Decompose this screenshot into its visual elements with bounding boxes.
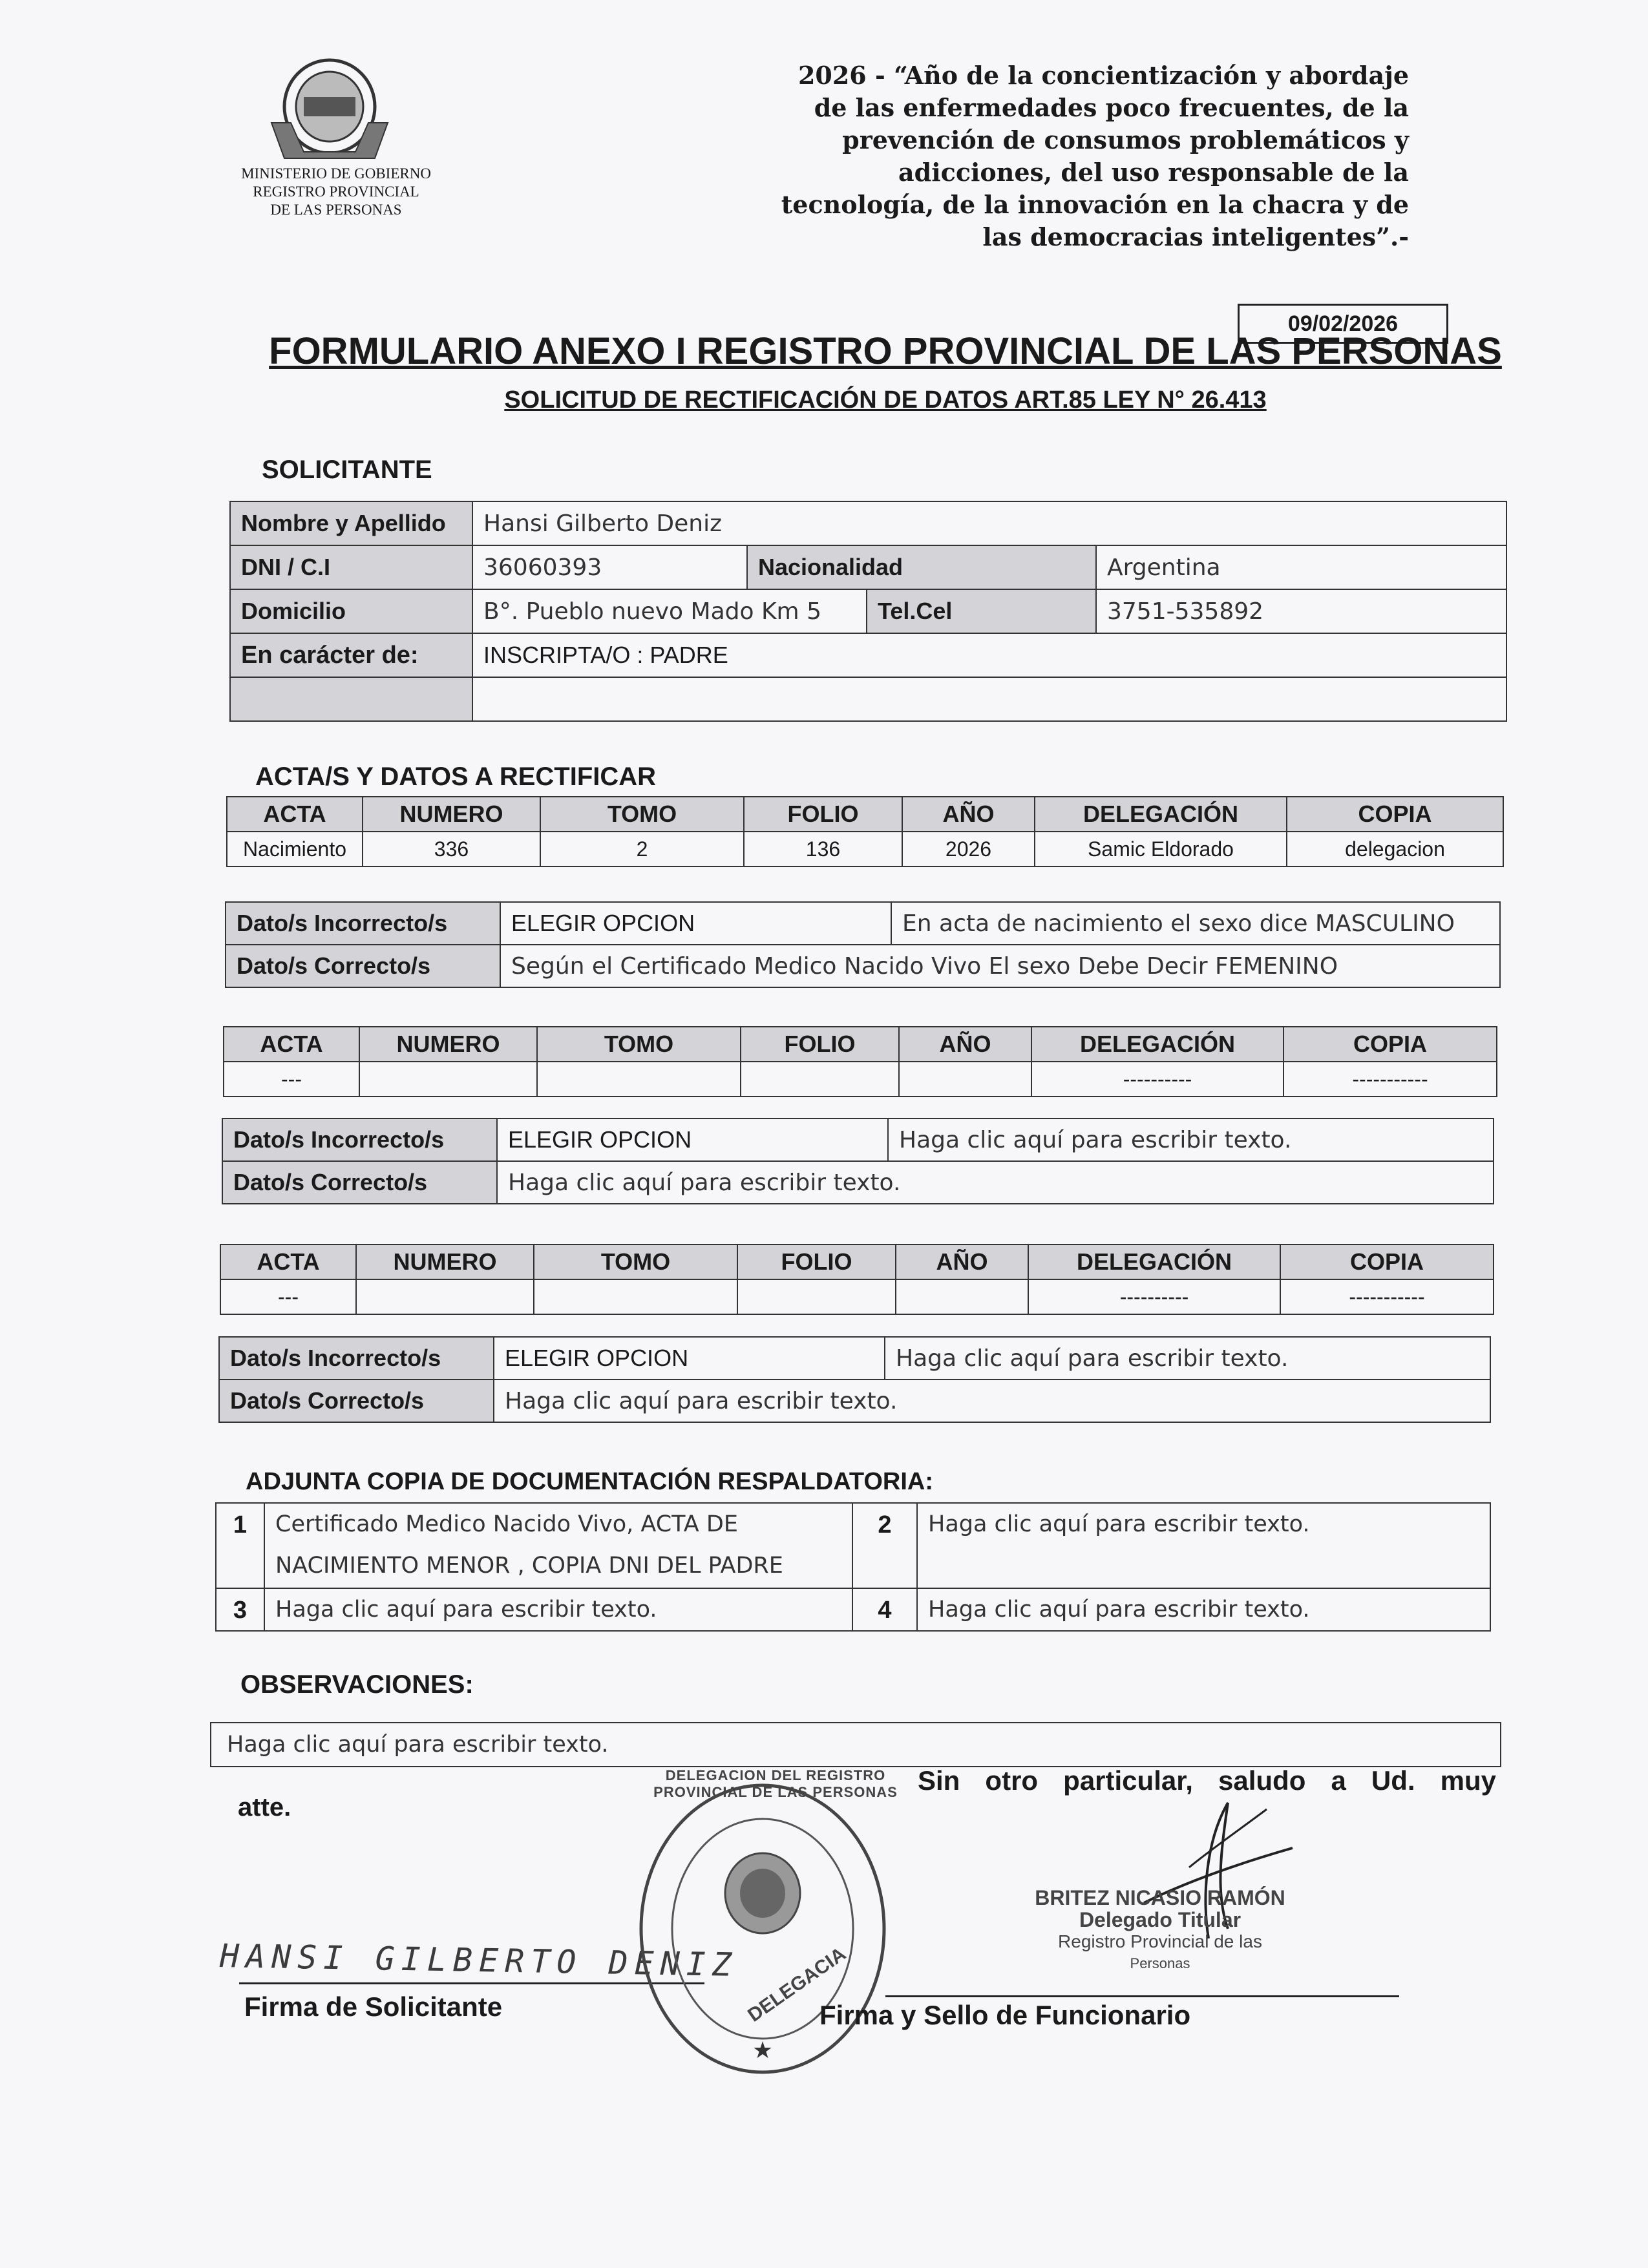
- doc-field-2[interactable]: Haga clic aquí para escribir texto.: [917, 1503, 1490, 1588]
- form-subtitle: SOLICITUD DE RECTIFICACIÓN DE DATOS ART.85 LEY N° 26.413: [504, 386, 1267, 414]
- stamp-ring-text: DELEGACION DEL REGISTRO PROVINCIAL DE LAS PERSONAS: [653, 1767, 898, 1800]
- closing-line: Sin otro particular, saludo a Ud. muy: [918, 1765, 1496, 1796]
- doc-field-4[interactable]: Haga clic aquí para escribir texto.: [917, 1588, 1490, 1631]
- option-select[interactable]: ELEGIR OPCION: [500, 902, 891, 945]
- observaciones-heading: OBSERVACIONES:: [240, 1670, 474, 1699]
- doc-line: Certificado Medico Nacido Vivo, ACTA DE: [275, 1511, 738, 1537]
- nacionalidad-label: Nacionalidad: [747, 545, 1096, 589]
- ministry-line: DE LAS PERSONAS: [270, 202, 402, 218]
- col-acta: ACTA: [220, 1244, 356, 1279]
- col-copia: COPIA: [1280, 1244, 1494, 1279]
- signature-line-funcionario: [885, 1995, 1399, 1997]
- official-org: Registro Provincial de las: [1058, 1931, 1262, 1951]
- tel-label: Tel.Cel: [867, 589, 1096, 633]
- documentacion-heading: ADJUNTA COPIA DE DOCUMENTACIÓN RESPALDATORIA:: [246, 1468, 933, 1495]
- folio-cell[interactable]: [741, 1062, 899, 1097]
- observaciones-field[interactable]: Haga clic aquí para escribir texto.: [210, 1722, 1501, 1767]
- delegacion-cell[interactable]: ----------: [1031, 1062, 1284, 1097]
- solicitante-signature-label: Firma de Solicitante: [244, 1991, 503, 2022]
- nombre-label: Nombre y Apellido: [230, 501, 472, 545]
- acta-cell[interactable]: ---: [220, 1279, 356, 1314]
- col-folio: FOLIO: [741, 1027, 899, 1062]
- form-title: FORMULARIO ANEXO I REGISTRO PROVINCIAL DE LAS PERSONAS: [269, 330, 1502, 372]
- col-numero: NUMERO: [356, 1244, 534, 1279]
- dato-incorrecto-field[interactable]: En acta de nacimiento el sexo dice MASCULINO: [891, 902, 1500, 945]
- motto-line: prevención de consumos problemáticos y: [842, 125, 1409, 154]
- dato-incorrecto-field[interactable]: Haga clic aquí para escribir texto.: [888, 1118, 1494, 1161]
- domicilio-label: Domicilio: [230, 589, 472, 633]
- folio-cell[interactable]: 136: [744, 832, 902, 866]
- acta-table-3: [220, 1244, 1494, 1315]
- dato-table-2: [222, 1118, 1494, 1204]
- actas-heading: ACTA/S Y DATOS A RECTIFICAR: [255, 762, 657, 791]
- motto-line: adicciones, del uso responsable de la: [898, 158, 1409, 187]
- tel-field[interactable]: 3751-535892: [1096, 589, 1506, 633]
- dato-table-1: [225, 901, 1501, 988]
- motto-line: 2026 - “Año de la concientización y abordaje: [798, 61, 1409, 90]
- numero-cell[interactable]: [359, 1062, 537, 1097]
- col-anio: AÑO: [902, 797, 1035, 832]
- stamp-bottom-text: DELEGACIA: [744, 1943, 850, 2026]
- col-acta: ACTA: [224, 1027, 359, 1062]
- closing-atte: atte.: [238, 1793, 291, 1822]
- dni-label: DNI / C.I: [230, 545, 472, 589]
- col-delegacion: DELEGACIÓN: [1035, 797, 1287, 832]
- col-acta: ACTA: [227, 797, 363, 832]
- ministry-line: REGISTRO PROVINCIAL: [253, 184, 419, 200]
- official-org: Personas: [1130, 1955, 1190, 1971]
- doc-number: 2: [852, 1503, 917, 1588]
- date-field[interactable]: 09/02/2026: [1238, 304, 1448, 344]
- col-anio: AÑO: [899, 1027, 1031, 1062]
- nombre-field[interactable]: Hansi Gilberto Deniz: [472, 501, 1506, 545]
- domicilio-field[interactable]: B°. Pueblo nuevo Mado Km 5: [472, 589, 867, 633]
- empty-field-cell[interactable]: [472, 677, 1506, 721]
- col-folio: FOLIO: [737, 1244, 896, 1279]
- dato-correcto-field[interactable]: Según el Certificado Medico Nacido Vivo El sexo Debe Decir FEMENINO: [500, 945, 1500, 987]
- dato-correcto-label: Dato/s Correcto/s: [222, 1161, 497, 1204]
- caracter-label: En carácter de:: [230, 633, 472, 677]
- dato-correcto-field[interactable]: Haga clic aquí para escribir texto.: [494, 1380, 1490, 1422]
- doc-number: 1: [216, 1503, 264, 1588]
- col-delegacion: DELEGACIÓN: [1031, 1027, 1284, 1062]
- numero-cell[interactable]: 336: [363, 832, 540, 866]
- year-motto: [724, 59, 1409, 253]
- col-copia: COPIA: [1287, 797, 1503, 832]
- copia-cell[interactable]: delegacion: [1287, 832, 1503, 866]
- doc-field-3[interactable]: Haga clic aquí para escribir texto.: [264, 1588, 852, 1631]
- tomo-cell[interactable]: [537, 1062, 741, 1097]
- official-name: BRITEZ NICASIO RAMÓN: [1035, 1886, 1285, 1909]
- anio-cell[interactable]: [896, 1279, 1028, 1314]
- col-tomo: TOMO: [537, 1027, 741, 1062]
- svg-text:★: ★: [752, 2037, 774, 2063]
- documentacion-table: [215, 1502, 1491, 1632]
- dato-incorrecto-field[interactable]: Haga clic aquí para escribir texto.: [885, 1337, 1490, 1380]
- doc-field-1[interactable]: [264, 1503, 852, 1588]
- official-name-stamp: [1015, 1887, 1305, 1975]
- anio-cell[interactable]: [899, 1062, 1031, 1097]
- motto-line: las democracias inteligentes”.-: [982, 222, 1409, 251]
- tomo-cell[interactable]: [534, 1279, 737, 1314]
- copia-cell[interactable]: -----------: [1280, 1279, 1494, 1314]
- col-numero: NUMERO: [363, 797, 540, 832]
- numero-cell[interactable]: [356, 1279, 534, 1314]
- option-select[interactable]: ELEGIR OPCION: [497, 1118, 888, 1161]
- dato-table-3: [218, 1336, 1491, 1423]
- delegacion-cell[interactable]: ----------: [1028, 1279, 1280, 1314]
- doc-number: 4: [852, 1588, 917, 1631]
- empty-label-cell: [230, 677, 472, 721]
- acta-cell[interactable]: Nacimiento: [227, 832, 363, 866]
- option-select[interactable]: ELEGIR OPCION: [494, 1337, 885, 1380]
- official-stamp: [633, 1780, 892, 2077]
- dni-field[interactable]: 36060393: [472, 545, 747, 589]
- ministry-line: MINISTERIO DE GOBIERNO: [241, 165, 431, 182]
- col-copia: COPIA: [1284, 1027, 1497, 1062]
- acta-table-1: [226, 796, 1504, 867]
- doc-number: 3: [216, 1588, 264, 1631]
- copia-cell[interactable]: -----------: [1284, 1062, 1497, 1097]
- col-tomo: TOMO: [540, 797, 744, 832]
- col-tomo: TOMO: [534, 1244, 737, 1279]
- dato-incorrecto-label: Dato/s Incorrecto/s: [226, 902, 500, 945]
- dato-correcto-label: Dato/s Correcto/s: [226, 945, 500, 987]
- folio-cell[interactable]: [737, 1279, 896, 1314]
- official-title: Delegado Titular: [1079, 1908, 1241, 1931]
- doc-line: NACIMIENTO MENOR , COPIA DNI DEL PADRE: [275, 1553, 783, 1579]
- tomo-cell[interactable]: 2: [540, 832, 744, 866]
- acta-table-2: [223, 1026, 1497, 1097]
- col-folio: FOLIO: [744, 797, 902, 832]
- funcionario-signature-label: Firma y Sello de Funcionario: [819, 2000, 1191, 2030]
- col-delegacion: DELEGACIÓN: [1028, 1244, 1280, 1279]
- motto-line: tecnología, de la innovación en la chacra y de: [781, 190, 1409, 219]
- col-anio: AÑO: [896, 1244, 1028, 1279]
- col-numero: NUMERO: [359, 1027, 537, 1062]
- dato-incorrecto-label: Dato/s Incorrecto/s: [222, 1118, 497, 1161]
- anio-cell[interactable]: 2026: [902, 832, 1035, 866]
- motto-line: de las enfermedades poco frecuentes, de la: [814, 93, 1409, 122]
- delegacion-cell[interactable]: Samic Eldorado: [1035, 832, 1287, 866]
- dato-incorrecto-label: Dato/s Incorrecto/s: [219, 1337, 494, 1380]
- solicitante-table: [229, 501, 1507, 722]
- province-seal: [259, 45, 401, 162]
- dato-correcto-label: Dato/s Correcto/s: [219, 1380, 494, 1422]
- solicitante-heading: SOLICITANTE: [262, 456, 432, 484]
- acta-cell[interactable]: ---: [224, 1062, 359, 1097]
- dato-correcto-field[interactable]: Haga clic aquí para escribir texto.: [497, 1161, 1494, 1204]
- caracter-field[interactable]: INSCRIPTA/O : PADRE: [472, 633, 1506, 677]
- ministry-name: [213, 165, 459, 219]
- nacionalidad-field[interactable]: Argentina: [1096, 545, 1506, 589]
- solicitante-signature: HANSI GILBERTO DENIZ: [219, 1937, 739, 1984]
